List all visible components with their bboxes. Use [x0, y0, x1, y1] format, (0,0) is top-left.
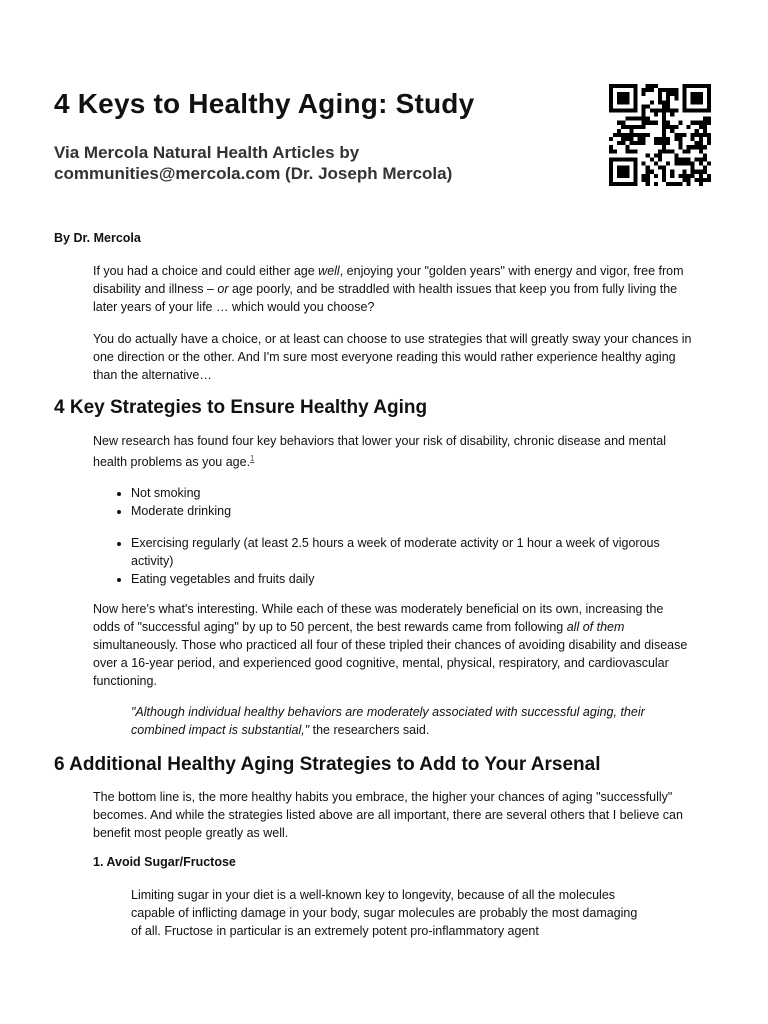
- list-item: • Exercising regularly (at least 2.5 hours a week of moderate activity or 1 hour a week of vigorous activity): [131, 534, 691, 570]
- section-heading-key-strategies: 4 Key Strategies to Ensure Healthy Aging: [54, 397, 428, 418]
- section-heading-additional-strategies: 6 Additional Healthy Aging Strategies to Add to Your Arsenal: [54, 754, 601, 775]
- section2-paragraph-1: The bottom line is, the more healthy habits you embrace, the higher your chances of aging "successfully" becomes. And while the strategies listed above are all important, there are several others that I believe can benefit most people greatly as well.: [93, 790, 683, 840]
- behaviors-list-b: [93, 534, 691, 588]
- qr-code-icon: [606, 84, 714, 186]
- source-line-2: communities@mercola.com (Dr. Joseph Mercola): [54, 164, 453, 183]
- list-item: • Moderate drinking: [131, 502, 691, 520]
- researchers-quote: "Although individual healthy behaviors are moderately associated with successful aging, their combined impact is substantial," the researchers said.: [131, 705, 645, 737]
- numbered-item-text: Limiting sugar in your diet is a well-known key to longevity, because of all the molecules capable of inflicting damage in your body, sugar molecules are probably the most damaging of all. Fructose in particular is an extremely potent pro-inflammatory agent: [131, 888, 638, 938]
- numbered-item-heading: 1. Avoid Sugar/Fructose: [93, 855, 236, 869]
- intro-paragraph-1: If you had a choice and could either age well, enjoying your "golden years" with energy and vigor, free from disability and illness – or age poorly, and be straddled with health issues that keep you from fully living the later years of your life … which would you choose?: [93, 264, 684, 314]
- article-source: [54, 142, 574, 184]
- list-item: • Not smoking: [131, 484, 691, 502]
- section1-paragraph-2: Now here's what's interesting. While each of these was moderately beneficial on its own, increasing the odds of "successful aging" by up to 50 percent, the best rewards came from following all of them simultaneously. Those who practiced all four of these tripled their chances of avoiding disability and disease over a 16-year period, and experienced good cognitive, mental, physical, respiratory, and cardiovascular functioning.: [93, 602, 688, 688]
- byline: By Dr. Mercola: [54, 231, 141, 245]
- footnote-link[interactable]: 1: [250, 454, 255, 463]
- behaviors-list-a: [93, 484, 691, 520]
- intro-paragraph-2: You do actually have a choice, or at least can choose to use strategies that will greatly sway your chances in one direction or the other. And I'm sure most everyone reading this would rather experience healthy aging than the alternative…: [93, 332, 692, 382]
- source-line-1: Via Mercola Natural Health Articles by: [54, 143, 360, 162]
- section1-paragraph-1: New research has found four key behaviors that lower your risk of disability, chronic disease and mental health problems as you age.$^1$: [93, 434, 666, 470]
- article-title: 4 Keys to Healthy Aging: Study: [54, 88, 475, 119]
- list-item: • Eating vegetables and fruits daily: [131, 570, 691, 588]
